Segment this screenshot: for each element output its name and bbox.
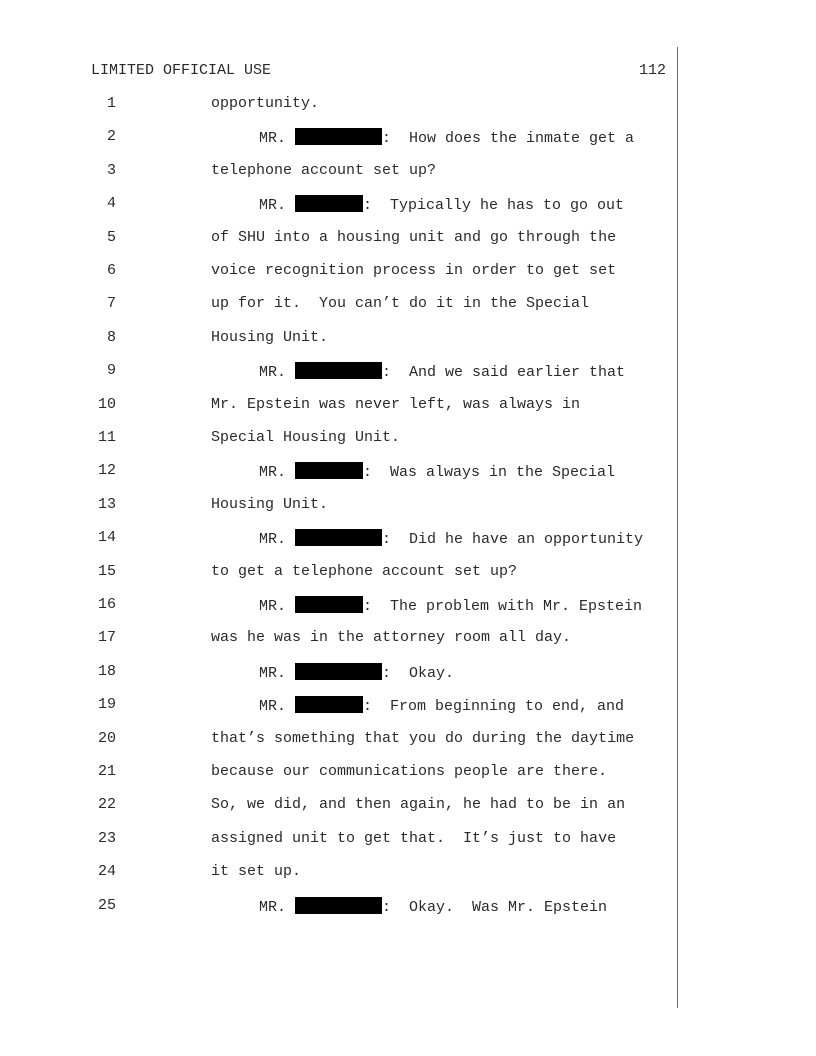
line-number: 4 — [106, 195, 116, 213]
line-number: 19 — [97, 696, 116, 714]
transcript-line — [0, 763, 816, 783]
transcript-line — [0, 195, 816, 215]
line-text: assigned unit to get that. It’s just to have — [211, 829, 617, 847]
line-number: 2 — [106, 128, 116, 146]
line-text: to get a telephone account set up? — [211, 562, 518, 580]
speaker-line — [259, 128, 634, 147]
line-number: 13 — [97, 495, 116, 513]
redaction-box — [295, 897, 382, 914]
speaker-line — [259, 696, 624, 715]
speaker-prefix: MR. — [259, 464, 296, 482]
transcript-line — [0, 529, 816, 549]
transcript-line — [0, 262, 816, 282]
speaker-text: : The problem with Mr. Epstein — [363, 598, 643, 615]
line-number: 6 — [106, 262, 116, 279]
transcript-line — [0, 295, 816, 315]
classification-header: LIMITED OFFICIAL USE — [91, 62, 272, 79]
transcript-line — [0, 696, 816, 716]
speaker-prefix: MR. — [259, 197, 296, 215]
line-number: 7 — [106, 295, 116, 313]
transcript-line — [0, 897, 816, 917]
transcript-line — [0, 396, 816, 416]
line-text: voice recognition process in order to get set — [211, 262, 617, 279]
line-text: that’s something that you do during the daytime — [211, 729, 635, 747]
speaker-text: : Okay. — [382, 664, 455, 682]
speaker-text: : From beginning to end, and — [363, 698, 625, 716]
line-text: telephone account set up? — [211, 161, 437, 179]
speaker-text: : Okay. Was Mr. Epstein — [382, 898, 608, 916]
transcript-line — [0, 830, 816, 850]
line-number: 17 — [97, 629, 116, 647]
line-text: was he was in the attorney room all day. — [211, 629, 572, 647]
line-number: 14 — [97, 529, 116, 547]
speaker-text: : Was always in the Special — [363, 464, 616, 482]
transcript-line — [0, 796, 816, 816]
line-number: 24 — [97, 863, 116, 881]
line-text: Housing Unit. — [211, 495, 329, 513]
line-text: Housing Unit. — [211, 328, 329, 346]
transcript-line — [0, 128, 816, 148]
page-number: 112 — [638, 62, 666, 79]
transcript-line — [0, 730, 816, 750]
transcript-line — [0, 563, 816, 583]
transcript-line — [0, 596, 816, 616]
line-number: 5 — [106, 228, 116, 246]
redaction-box — [295, 362, 382, 379]
speaker-prefix: MR. — [259, 898, 296, 916]
redaction-box — [295, 529, 382, 546]
line-number: 1 — [106, 95, 116, 112]
redaction-box — [295, 596, 363, 613]
speaker-line — [259, 462, 615, 481]
speaker-prefix: MR. — [259, 664, 296, 682]
transcript-line — [0, 362, 816, 382]
line-number: 9 — [106, 362, 116, 380]
line-text: Mr. Epstein was never left, was always in — [211, 395, 581, 413]
line-text: of SHU into a housing unit and go through the — [211, 228, 617, 246]
transcript-line — [0, 863, 816, 883]
line-number: 3 — [106, 161, 116, 179]
speaker-prefix: MR. — [259, 598, 296, 615]
speaker-text: : And we said earlier that — [382, 364, 626, 382]
transcript-line — [0, 229, 816, 249]
speaker-text: : Did he have an opportunity — [382, 531, 644, 549]
redaction-box — [295, 663, 382, 680]
line-number: 21 — [97, 763, 116, 780]
speaker-line — [259, 362, 625, 381]
line-number: 16 — [97, 596, 116, 613]
transcript-line — [0, 663, 816, 683]
line-number: 22 — [97, 796, 116, 814]
redaction-box — [295, 696, 363, 713]
line-number: 18 — [97, 662, 116, 680]
speaker-text: : How does the inmate get a — [382, 130, 635, 148]
speaker-text: : Typically he has to go out — [363, 197, 625, 215]
line-number: 25 — [97, 896, 116, 914]
transcript-line — [0, 462, 816, 482]
transcript-line — [0, 95, 816, 115]
line-text: So, we did, and then again, he had to be in an — [211, 796, 626, 814]
redaction-box — [295, 195, 363, 212]
transcript-line — [0, 329, 816, 349]
line-number: 12 — [97, 462, 116, 480]
line-text: opportunity. — [211, 95, 320, 112]
redaction-box — [295, 462, 363, 479]
speaker-line — [259, 663, 454, 682]
speaker-line — [259, 897, 607, 916]
line-number: 20 — [97, 729, 116, 747]
transcript-line — [0, 162, 816, 182]
redaction-box — [295, 128, 382, 145]
line-number: 23 — [97, 829, 116, 847]
line-number: 15 — [97, 562, 116, 580]
speaker-line — [259, 195, 624, 214]
line-text: up for it. You can’t do it in the Special — [211, 295, 590, 313]
transcript-line — [0, 629, 816, 649]
speaker-line — [259, 596, 642, 615]
line-text: because our communications people are there. — [211, 763, 608, 780]
speaker-prefix: MR. — [259, 130, 296, 148]
line-text: Special Housing Unit. — [211, 429, 401, 446]
line-number: 10 — [97, 395, 116, 413]
speaker-prefix: MR. — [259, 698, 296, 716]
speaker-prefix: MR. — [259, 531, 296, 549]
line-text: it set up. — [211, 863, 302, 881]
speaker-prefix: MR. — [259, 364, 296, 382]
line-number: 8 — [106, 328, 116, 346]
line-number: 11 — [97, 429, 116, 446]
transcript-line — [0, 429, 816, 449]
transcript-line — [0, 496, 816, 516]
speaker-line — [259, 529, 643, 548]
